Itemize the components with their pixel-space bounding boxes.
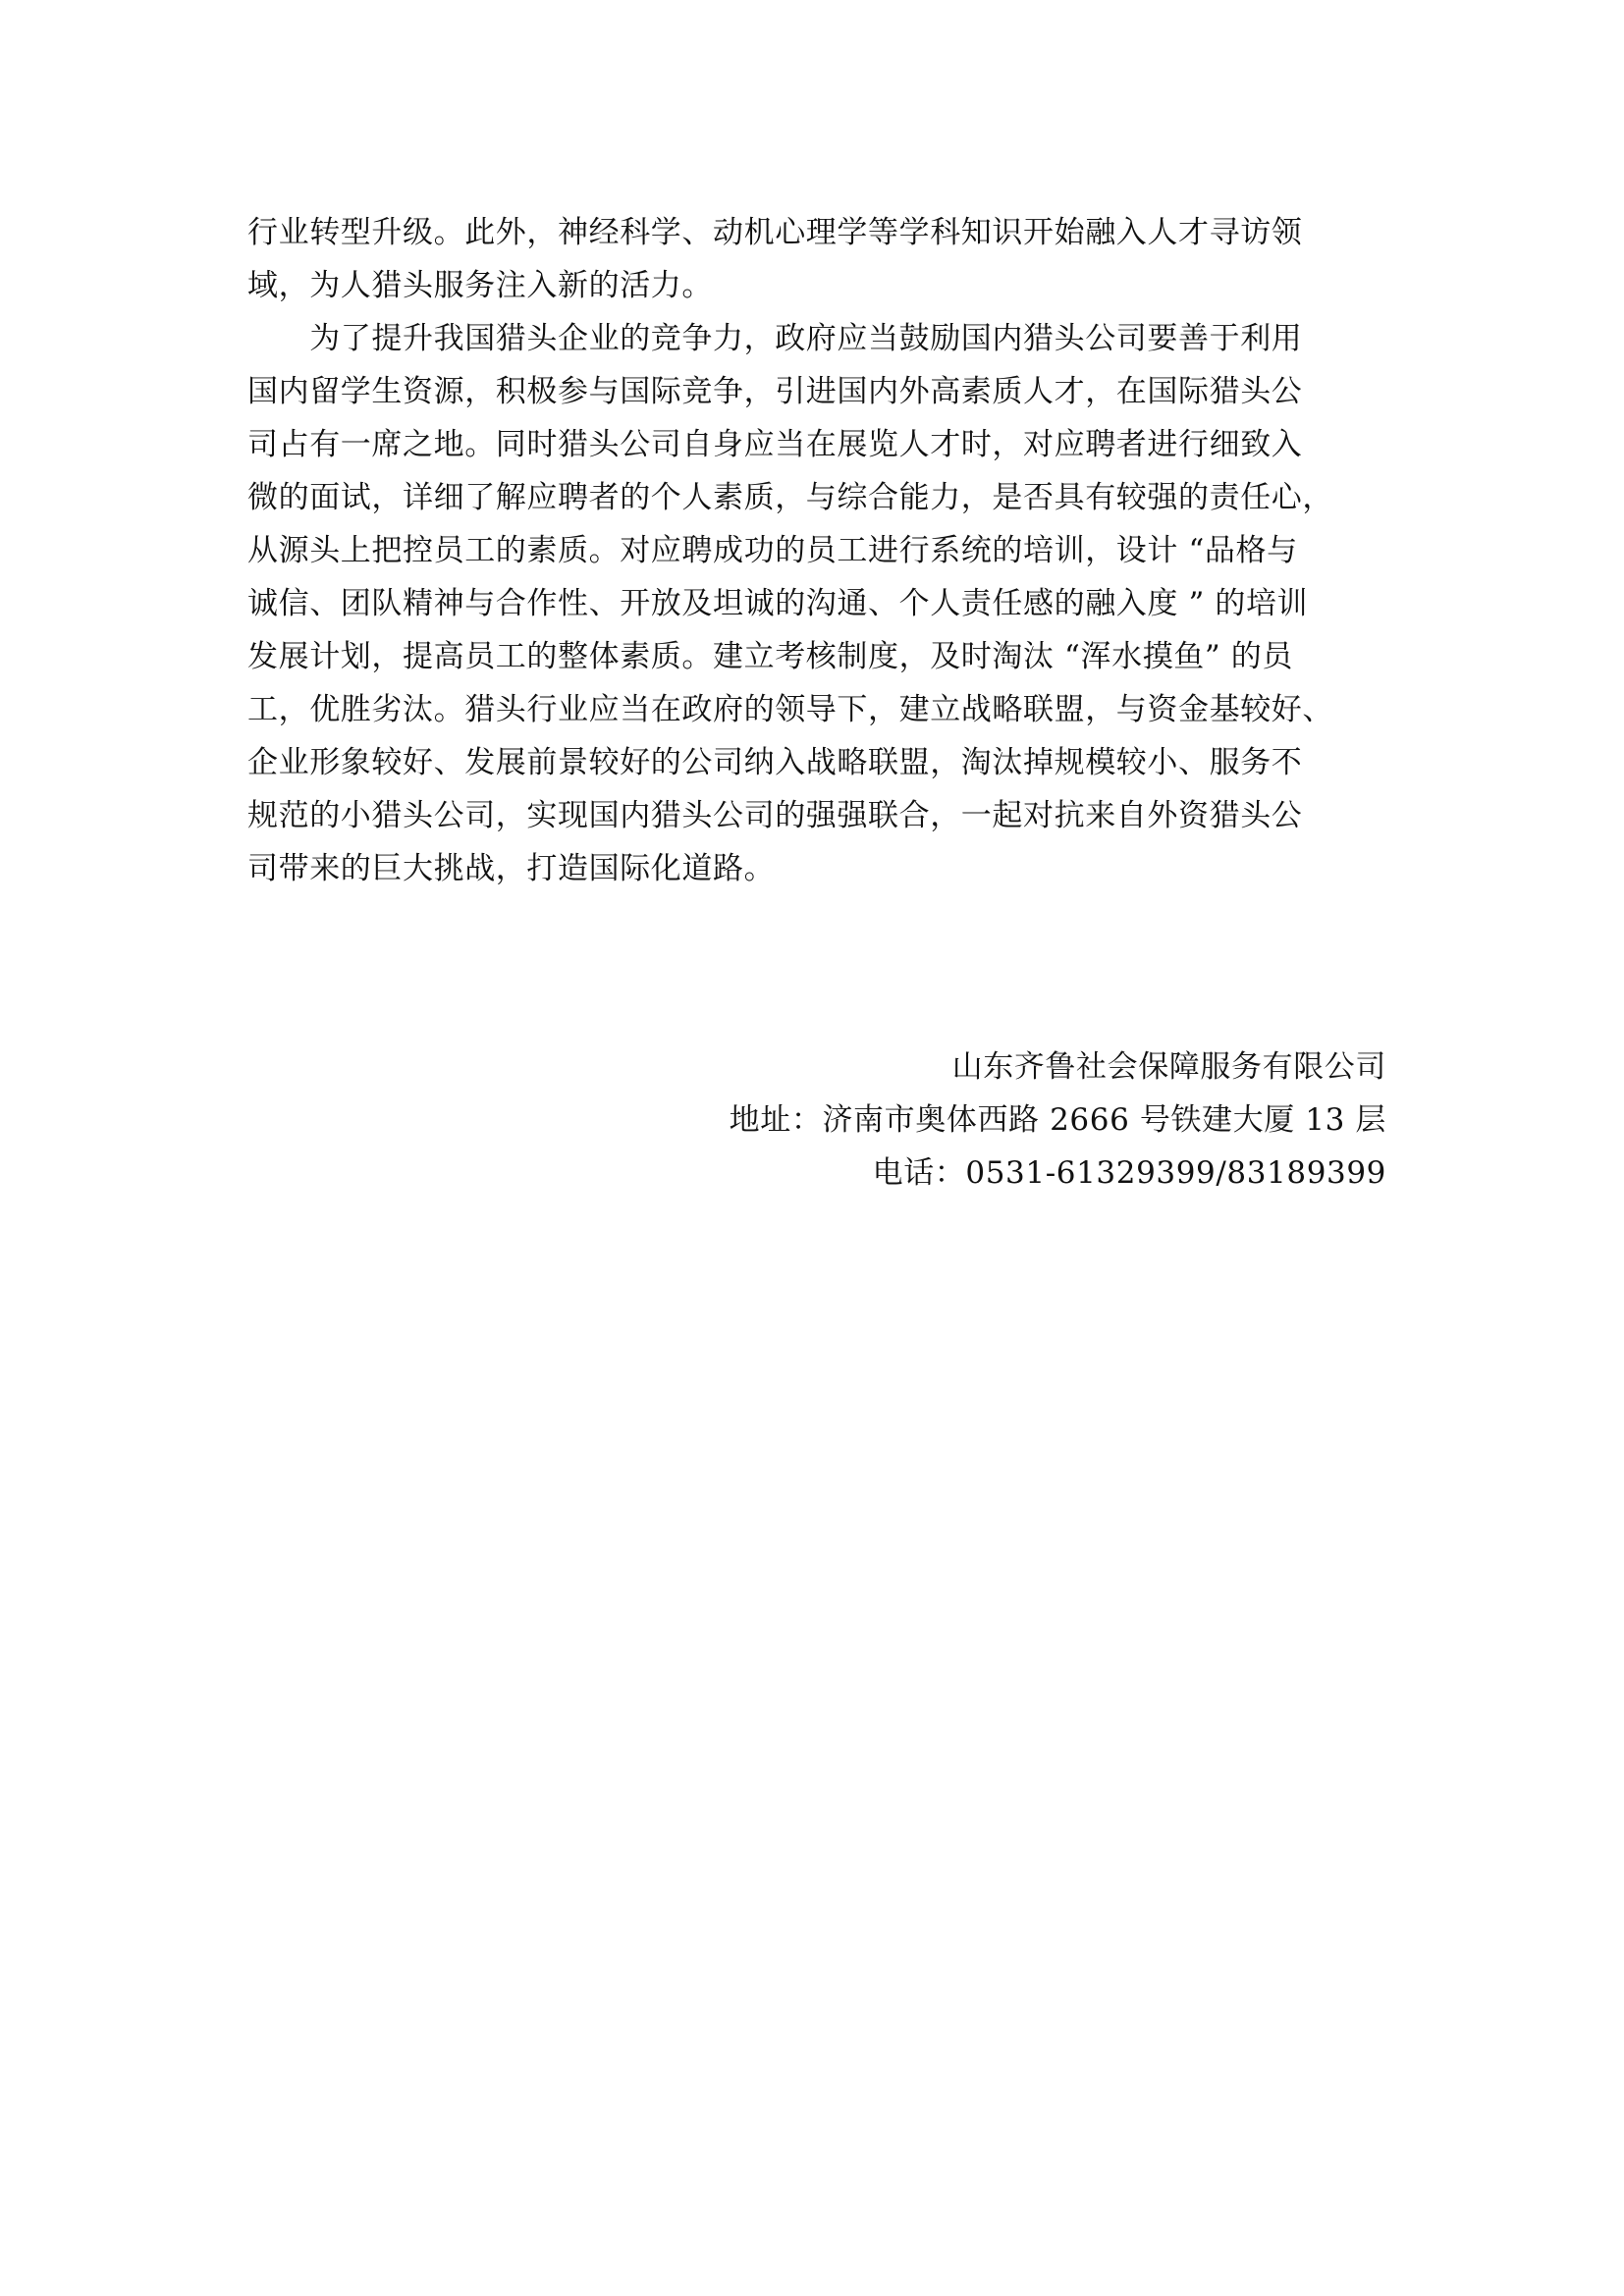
company-phone: 电话：0531-61329399/83189399 — [872, 1155, 1386, 1191]
paragraph-line: 域，为人猎头服务注入新的活力。 — [247, 268, 713, 303]
company-name: 山东齐鲁社会保障服务有限公司 — [951, 1049, 1386, 1085]
paragraph-line: 规范的小猎头公司，实现国内猎头公司的强强联合，一起对抗来自外资猎头公 — [247, 798, 1303, 833]
paragraph-line: 司占有一席之地。同时猎头公司自身应当在展览人才时，对应聘者进行细致入 — [247, 427, 1303, 462]
paragraph-line: 司带来的巨大挑战，打造国际化道路。 — [247, 851, 776, 886]
paragraph-line: 行业转型升级。此外，神经科学、动机心理学等学科知识开始融入人才寻访领 — [247, 215, 1303, 250]
paragraph-line: 从源头上把控员工的素质。对应聘成功的员工进行系统的培训，设计 “品格与 — [247, 533, 1298, 568]
paragraph-line: 企业形象较好、发展前景较好的公司纳入战略联盟，淘汰掉规模较小、服务不 — [247, 745, 1303, 780]
paragraph-line: 诚信、团队精神与合作性、开放及坦诚的沟通、个人责任感的融入度 ” 的培训 — [247, 586, 1309, 621]
paragraph-line: 微的面试，详细了解应聘者的个人素质，与综合能力，是否具有较强的责任心， — [247, 480, 1333, 515]
company-address: 地址：济南市奥体西路 2666 号铁建大厦 13 层 — [729, 1102, 1386, 1138]
paragraph-line: 为了提升我国猎头企业的竞争力，政府应当鼓励国内猎头公司要善于利用 — [247, 321, 1303, 356]
paragraph-line: 国内留学生资源，积极参与国际竞争，引进国内外高素质人才，在国际猎头公 — [247, 374, 1303, 409]
signature-block — [503, 1041, 1386, 1200]
body-text — [247, 206, 1386, 895]
paragraph-line: 发展计划，提高员工的整体素质。建立考核制度，及时淘汰 “浑水摸鱼” 的员 — [247, 639, 1294, 674]
paragraph-line: 工，优胜劣汰。猎头行业应当在政府的领导下，建立战略联盟，与资金基较好、 — [247, 692, 1333, 727]
